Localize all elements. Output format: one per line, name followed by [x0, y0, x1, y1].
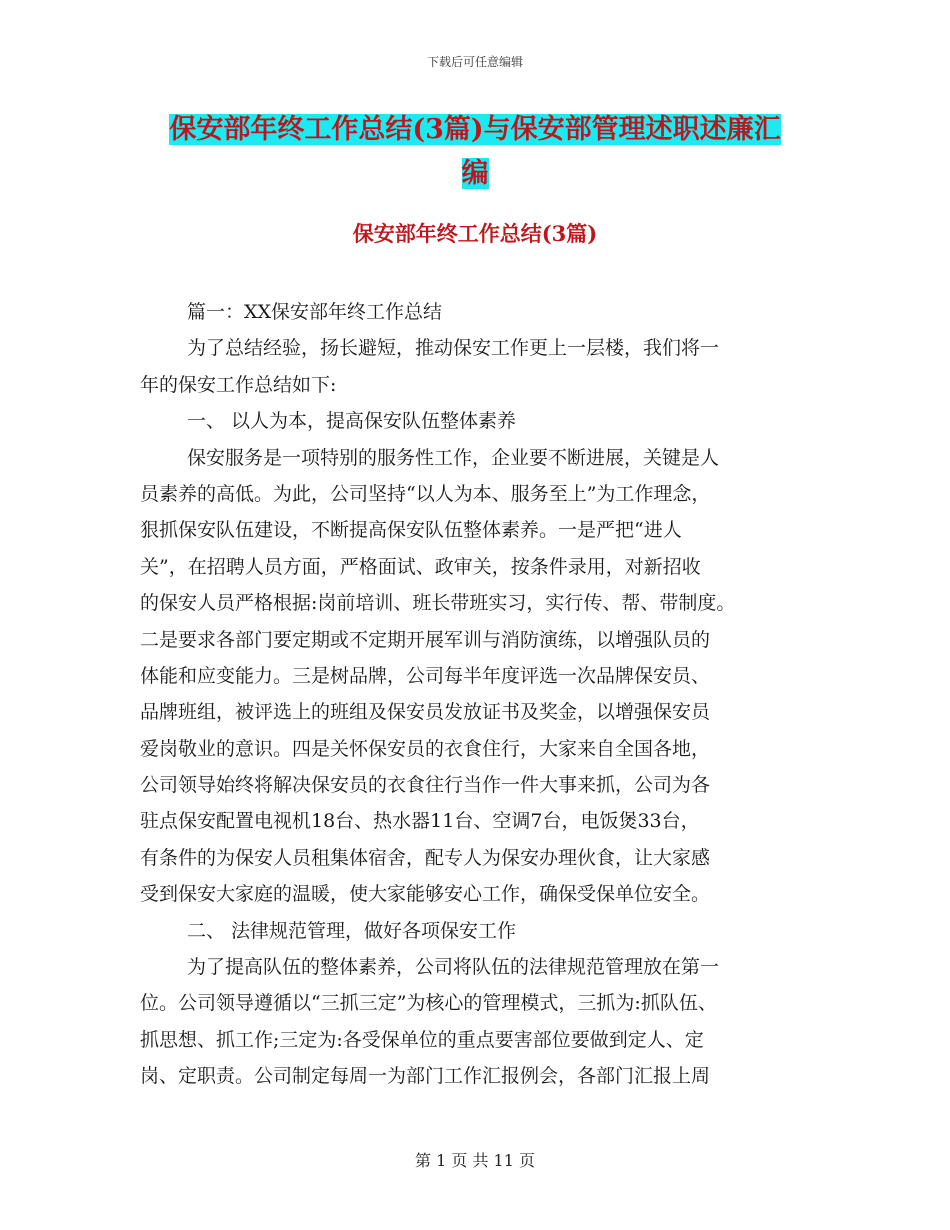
paragraph-line: 保安服务是一项特别的服务性工作，企业要不断进展，关键是人	[187, 446, 720, 469]
paragraph-line: 驻点保安配置电视机18台、热水器11台、空调7台，电饭煲33台，	[140, 810, 700, 833]
paragraph-line: 的保安人员严格根据:岗前培训、班长带班实习，实行传、帮、带制度。	[140, 592, 736, 615]
heading-line: 一、 以人为本，提高保安队伍整体素养	[187, 410, 517, 433]
paragraph-line: 篇一：XX保安部年终工作总结	[187, 301, 443, 323]
title-line-2: 编	[461, 158, 489, 189]
page-footer: 第 1 页 共 11 页	[415, 1151, 535, 1170]
document-title	[140, 108, 810, 196]
heading-line: 二、 法律规范管理，做好各项保安工作	[187, 919, 517, 942]
paragraph-line: 年的保安工作总结如下:	[140, 373, 337, 396]
paragraph-line: 为了总结经验，扬长避短，推动保安工作更上一层楼，我们将一	[187, 337, 720, 360]
paragraph-line: 有条件的为保安人员租集体宿舍，配专人为保安办理伙食，让大家感	[140, 846, 711, 869]
paragraph-line: 抓思想、抓工作;三定为:各受保单位的重点要害部位要做到定人、定	[140, 1028, 704, 1051]
paragraph-line: 二是要求各部门要定期或不定期开展军训与消防演练，以增强队员的	[140, 628, 711, 651]
section-title: 保安部年终工作总结(3篇)	[352, 221, 598, 246]
paragraph-line: 公司领导始终将解决保安员的衣食往行当作一件大事来抓，公司为各	[140, 774, 711, 797]
paragraph-line: 爱岗敬业的意识。四是关怀保安员的衣食住行，大家来自全国各地，	[140, 737, 711, 760]
paragraph-line: 品牌班组，被评选上的班组及保安员发放证书及奖金，以增强保安员	[140, 701, 711, 724]
header-note: 下载后可任意编辑	[426, 55, 523, 69]
paragraph-line: 为了提高队伍的整体素养，公司将队伍的法律规范管理放在第一	[187, 956, 720, 979]
paragraph-line: 位。公司领导遵循以“三抓三定”为核心的管理模式，三抓为:抓队伍、	[140, 992, 717, 1015]
paragraph-line: 员素养的高低。为此，公司坚持“以人为本、服务至上”为工作理念，	[140, 482, 711, 505]
title-line-1: 保安部年终工作总结(3篇)与保安部管理述职述廉汇	[169, 114, 781, 145]
paragraph-line: 关”，在招聘人员方面，严格面试、政审关，按条件录用，对新招收	[140, 555, 701, 578]
paragraph-line: 体能和应变能力。三是树品牌，公司每半年度评选一次品牌保安员、	[140, 664, 711, 687]
paragraph-line: 岗、定职责。公司制定每周一为部门工作汇报例会，各部门汇报上周	[140, 1065, 711, 1088]
paragraph-line: 受到保安大家庭的温暖，使大家能够安心工作，确保受保单位安全。	[140, 883, 711, 906]
paragraph-line: 狠抓保安队伍建设，不断提高保安队伍整体素养。一是严把“进人	[140, 519, 682, 542]
body-text	[140, 294, 820, 1095]
